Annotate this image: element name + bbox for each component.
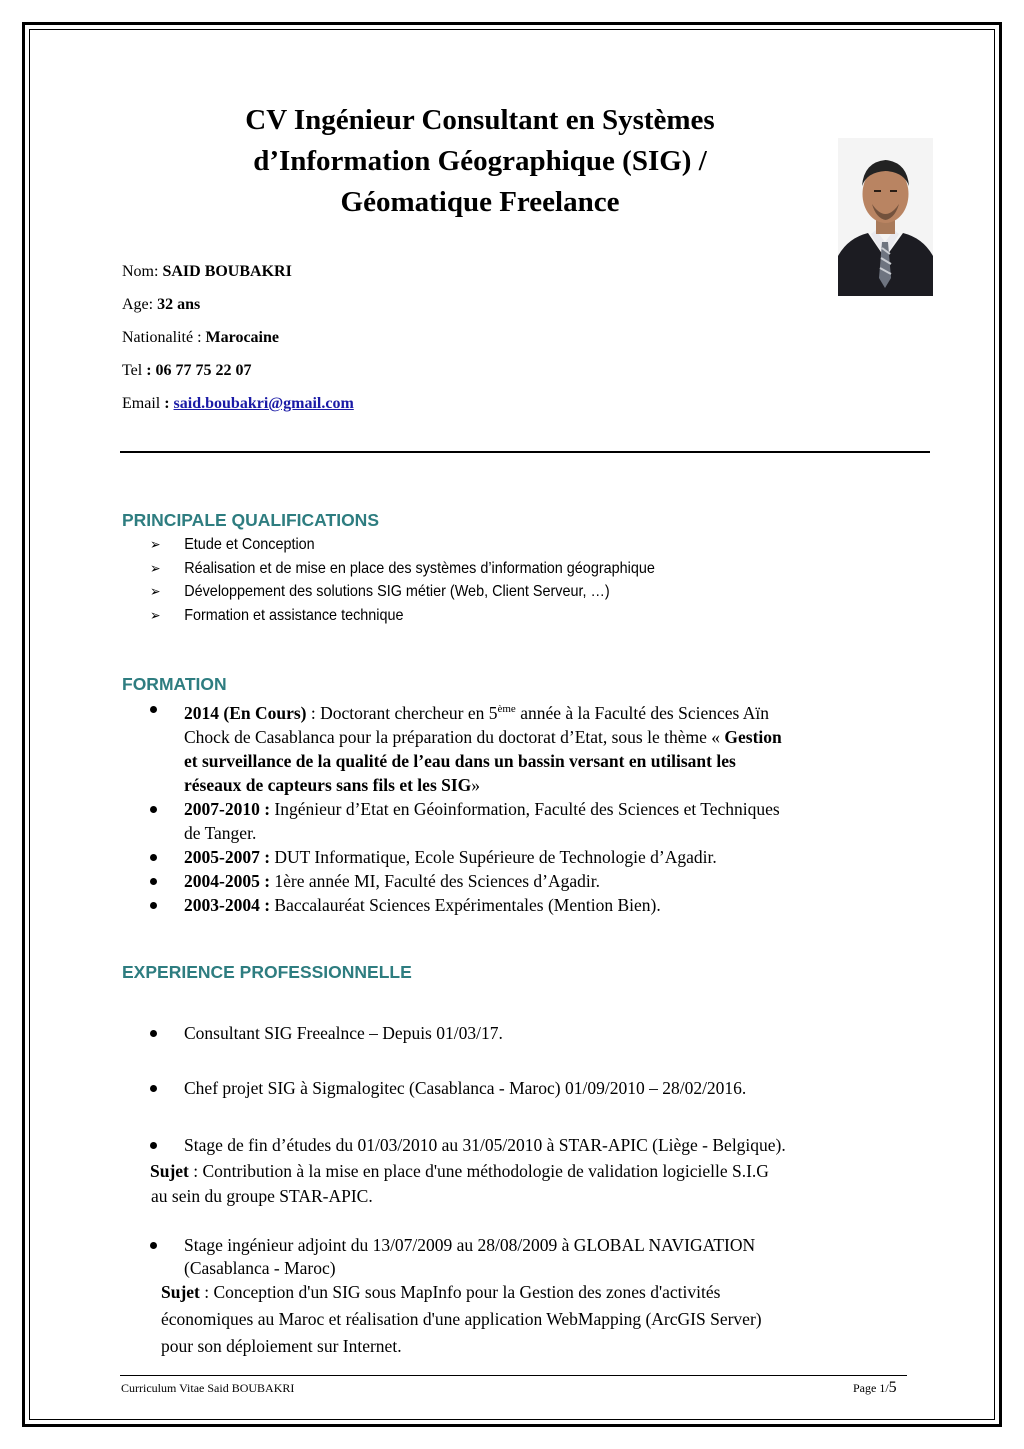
formation-text: Ingénieur d’Etat en Géoinformation, Faculté des Sciences et Techniques <box>270 798 780 819</box>
list-item <box>150 604 655 628</box>
thesis-title: et surveillance de la qualité de l’eau dans un bassin versant en utilisant les <box>184 750 736 771</box>
qualification-text: Formation et assistance technique <box>184 606 404 624</box>
nationality-label: Nationalité : <box>122 329 206 346</box>
bullet-icon <box>150 1085 157 1092</box>
page-prefix: Page 1/ <box>853 1381 889 1395</box>
sujet-line <box>150 1159 769 1183</box>
formation-text: DUT Informatique, Ecole Supérieure de Technologie d’Agadir. <box>270 846 717 867</box>
sujet-text: : Conception d'un SIG sous MapInfo pour la Gestion des zones d'activités <box>199 1282 721 1302</box>
formation-text: : Doctorant chercheur en 5 <box>306 702 498 723</box>
nationality-row <box>122 329 279 347</box>
formation-list <box>150 697 782 917</box>
bullet-icon <box>150 806 157 813</box>
bullet-icon <box>150 878 157 885</box>
header-divider <box>120 451 930 453</box>
arrow-bullet-icon: ➢ <box>150 536 161 552</box>
age-row <box>122 296 200 314</box>
arrow-bullet-icon: ➢ <box>150 559 161 576</box>
sujet-line: au sein du groupe STAR-APIC. <box>151 1186 373 1206</box>
qualification-text: Réalisation et de mise en place des systèmes d’information géographique <box>184 559 655 577</box>
sujet-label: Sujet <box>161 1282 200 1302</box>
arrow-bullet-icon: ➢ <box>150 606 161 623</box>
list-item <box>150 697 782 797</box>
formation-text: Chock de Casablanca pour la préparation du doctorat d’Etat, sous le thème « <box>184 726 725 747</box>
footer-divider <box>120 1375 907 1376</box>
experience-text: Stage de fin d’études du 01/03/2010 au 31/05/2010 à STAR-APIC (Liège - Belgique). <box>184 1135 786 1155</box>
email-separator: : <box>164 395 174 412</box>
cv-title-line2: d’Information Géographique (SIG) / <box>253 145 707 177</box>
name-row <box>122 263 292 281</box>
tel-row <box>122 362 252 380</box>
list-item <box>150 845 782 869</box>
email-link[interactable]: said.boubakri@gmail.com <box>173 395 354 412</box>
formation-text: Baccalauréat Sciences Expérimentales (Mention Bien). <box>270 894 661 915</box>
bullet-icon <box>150 902 157 909</box>
formation-text: » <box>471 774 481 795</box>
formation-year: 2004-2005 : <box>184 870 271 891</box>
superscript: ème <box>497 703 516 715</box>
list-item <box>150 533 655 557</box>
bullet-icon <box>150 854 157 861</box>
experience-text: (Casablanca - Maroc) <box>184 1258 336 1278</box>
name-value: SAID BOUBAKRI <box>162 263 292 280</box>
experience-text: Chef projet SIG à Sigmalogitec (Casablanca - Maroc) 01/09/2010 – 28/02/2016. <box>184 1078 747 1098</box>
formation-text: 1ère année MI, Faculté des Sciences d’Agadir. <box>270 870 600 891</box>
arrow-bullet-icon: ➢ <box>150 583 161 599</box>
qualification-text: Etude et Conception <box>184 536 315 553</box>
qualifications-list <box>150 533 655 627</box>
tel-value: : 06 77 75 22 07 <box>146 362 252 379</box>
experience-text: Stage ingénieur adjoint du 13/07/2009 au 28/08/2009 à GLOBAL NAVIGATION <box>184 1235 756 1255</box>
sujet-line: économiques au Maroc et réalisation d'une application WebMapping (ArcGIS Server) <box>161 1309 762 1329</box>
age-value: 32 ans <box>157 296 201 313</box>
list-item <box>150 869 782 893</box>
formation-year: 2003-2004 : <box>184 894 271 915</box>
sujet-text: : Contribution à la mise en place d'une méthodologie de validation logicielle S.I.G <box>188 1161 769 1181</box>
footer-left: Curriculum Vitae Said BOUBAKRI <box>121 1381 295 1395</box>
thesis-title: Gestion <box>724 726 782 747</box>
cv-title <box>120 100 840 223</box>
tel-label: Tel <box>122 362 147 379</box>
sujet-line: pour son déploiement sur Internet. <box>161 1336 402 1356</box>
bullet-icon <box>150 706 157 713</box>
formation-year: 2007-2010 : <box>184 798 271 819</box>
list-item <box>150 580 655 604</box>
formation-year: 2005-2007 : <box>184 846 271 867</box>
formation-text: année à la Faculté des Sciences Aïn <box>515 702 769 723</box>
formation-heading: FORMATION <box>122 674 227 694</box>
age-label: Age: <box>122 296 158 313</box>
formation-text: de Tanger. <box>184 822 257 843</box>
email-label: Email <box>122 395 165 412</box>
email-row <box>122 395 354 413</box>
bullet-icon <box>150 1030 157 1037</box>
bullet-icon <box>150 1242 157 1249</box>
sujet-label: Sujet <box>150 1161 189 1181</box>
formation-year: 2014 (En Cours) <box>184 702 307 723</box>
list-item <box>150 557 655 581</box>
thesis-title: réseaux de capteurs sans fils et les SIG <box>184 774 472 795</box>
qualification-text: Développement des solutions SIG métier (Web, Client Serveur, …) <box>184 583 610 600</box>
sujet-line <box>161 1280 720 1304</box>
bullet-icon <box>150 1142 157 1149</box>
footer-page-number <box>853 1379 897 1397</box>
list-item <box>150 893 782 917</box>
qualifications-heading: PRINCIPALE QUALIFICATIONS <box>122 510 379 530</box>
cv-title-line3: Géomatique Freelance <box>340 186 620 218</box>
profile-photo <box>838 138 933 296</box>
nationality-value: Marocaine <box>205 329 279 346</box>
experience-text: Consultant SIG Freealnce – Depuis 01/03/17. <box>184 1023 503 1043</box>
page-total: 5 <box>888 1379 897 1396</box>
list-item <box>150 797 782 845</box>
name-label: Nom: <box>122 263 163 280</box>
cv-title-line1: CV Ingénieur Consultant en Systèmes <box>245 104 715 136</box>
experience-heading: EXPERIENCE PROFESSIONNELLE <box>122 962 412 982</box>
